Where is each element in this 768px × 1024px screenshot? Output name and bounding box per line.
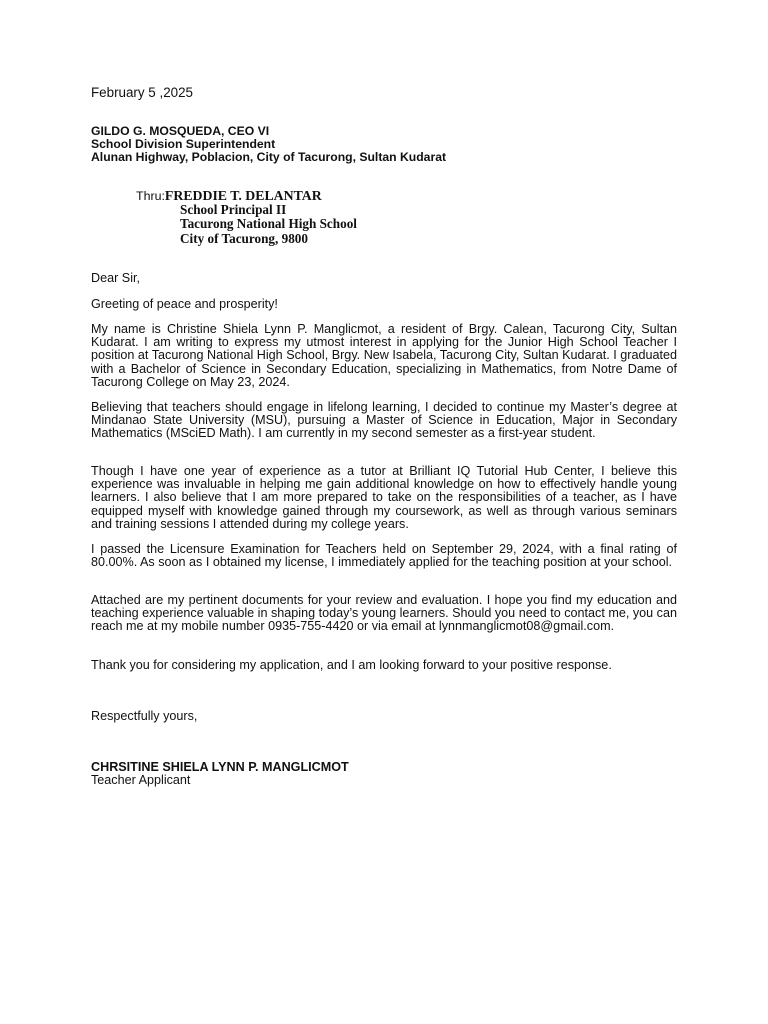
recipient-address: Alunan Highway, Poblacion, City of Tacurong, Sultan Kudarat <box>91 150 447 165</box>
closing: Respectfully yours, <box>91 709 198 723</box>
letter-date: February 5 ,2025 <box>91 85 193 100</box>
thru-school: Tacurong National High School <box>180 216 357 232</box>
paragraph-introduction: My name is Christine Shiela Lynn P. Manglicmot, a resident of Brgy. Calean, Tacurong City, Sultan Kudarat. I am writing to express my utmost interest in applying for the Junior High School Teacher I position at Tacurong National High School, Brgy. New Isabela, Tacurong City, Sultan Kudarat. I graduated with a Bachelor of Science in Secondary Education, specializing in Mathematics, from Notre Dame of Tacurong College on May 23, 2024. <box>91 322 677 389</box>
recipient-name: GILDO G. MOSQUEDA, CEO VI <box>91 124 270 138</box>
thru-block <box>136 189 357 246</box>
paragraph-thanks: Thank you for considering my application, and I am looking forward to your positive response. <box>91 658 612 672</box>
paragraph-masters: Believing that teachers should engage in lifelong learning, I decided to continue my Master’s degree at Mindanao State University (MSU), pursuing a Master of Science in Education, Major in Secondary Mathematics (MSciED Math). I am currently in my second semester as a first-year student. <box>91 400 677 441</box>
thru-name: FREDDIE T. DELANTAR <box>164 188 322 203</box>
thru-title: School Principal II <box>180 202 287 218</box>
recipient-block <box>91 125 446 165</box>
salutation: Dear Sir, <box>91 271 140 285</box>
paragraph-licensure: I passed the Licensure Examination for Teachers held on September 29, 2024, with a final rating of 80.00%. As soon as I obtained my license, I immediately applied for the teaching position at your school. <box>91 542 677 570</box>
greeting: Greeting of peace and prosperity! <box>91 297 278 311</box>
signature-title: Teacher Applicant <box>91 773 191 787</box>
paragraph-experience: Though I have one year of experience as a tutor at Brilliant IQ Tutorial Hub Center, I believe this experience was invaluable in helping me gain additional knowledge on how to effectively handle young learners. I also believe that I am more prepared to take on the responsibilities of a teacher, as I have equipped myself with knowledge gained through my coursework, as well as through various seminars and training sessions I attended during my college years. <box>91 464 677 531</box>
recipient-title: School Division Superintendent <box>91 137 276 152</box>
thru-prefix: Thru: <box>136 189 165 203</box>
thru-city: City of Tacurong, 9800 <box>180 230 308 246</box>
signature-name: CHRSITINE SHIELA LYNN P. MANGLICMOT <box>91 760 349 774</box>
paragraph-attachments: Attached are my pertinent documents for your review and evaluation. I hope you find my education and teaching experience valuable in shaping today’s young learners. Should you need to contact me, you can reach me at my mobile number 0935-755-4420 or via email at lynnmanglicmot08@gmail.com. <box>91 593 677 634</box>
